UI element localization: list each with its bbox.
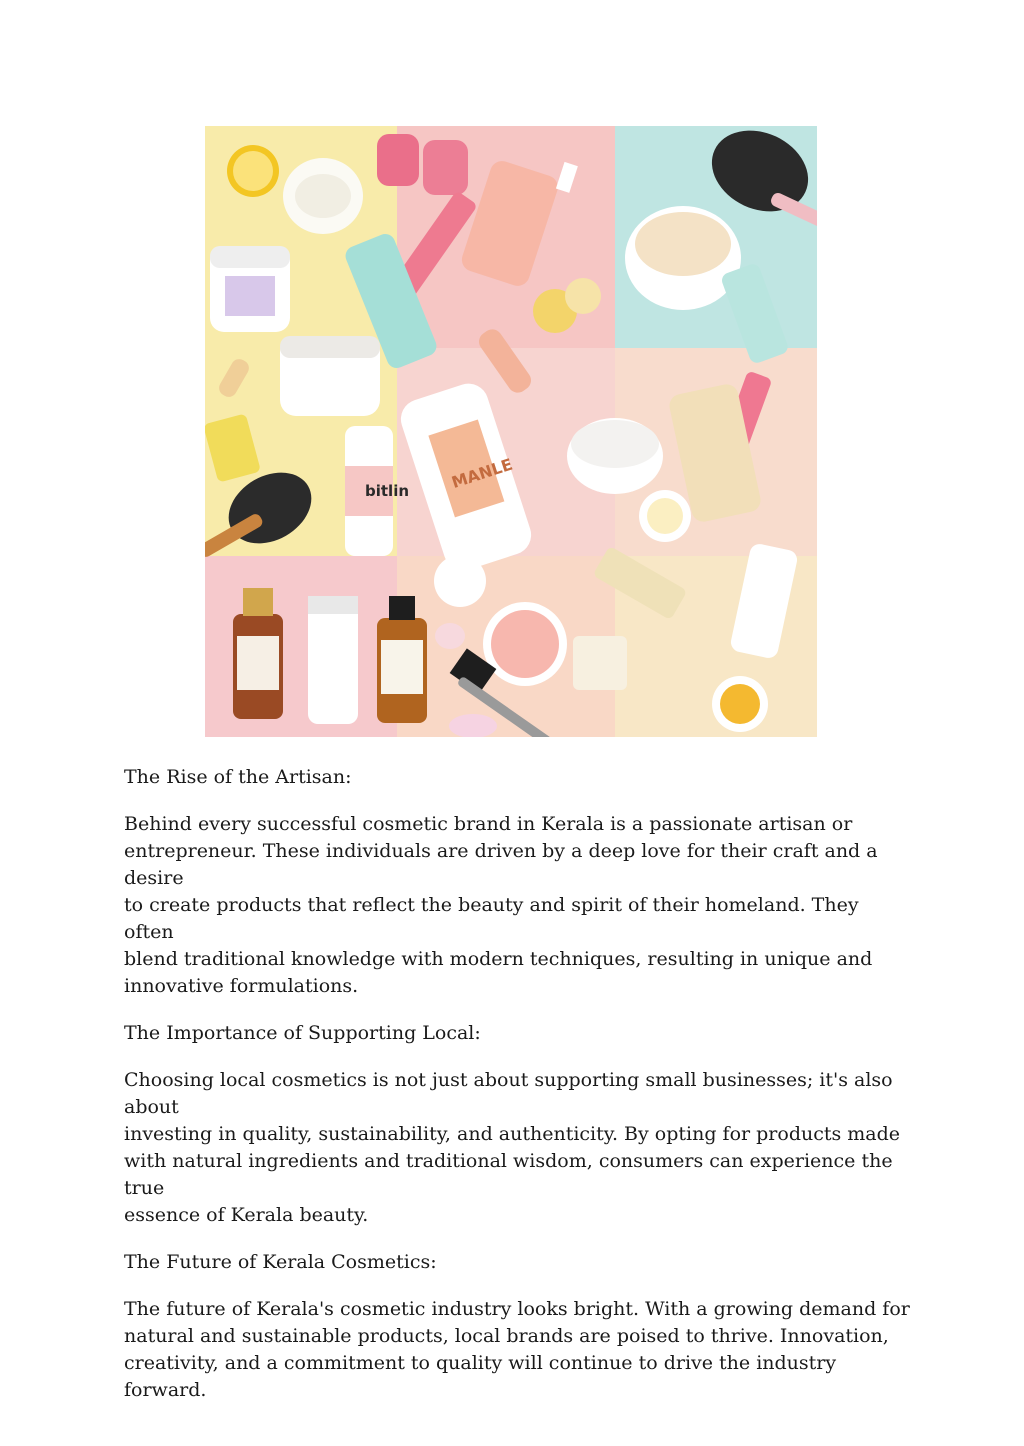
section-heading: The Importance of Supporting Local:: [124, 1022, 481, 1044]
paragraph-line: Choosing local cosmetics is not just about supporting small businesses; it's also about: [124, 1069, 893, 1118]
section-heading: The Rise of the Artisan:: [124, 766, 352, 788]
paragraph-line: investing in quality, sustainability, and authenticity. By opting for products made: [124, 1123, 901, 1145]
paragraph-line: essence of Kerala beauty.: [124, 1204, 369, 1226]
hero-image: [205, 126, 817, 737]
cosmetics-flatlay-illustration: [205, 126, 817, 737]
paragraph-line: entrepreneur. These individuals are driven by a deep love for their craft and a desire: [124, 840, 878, 889]
section-heading: The Future of Kerala Cosmetics:: [124, 1251, 437, 1273]
paragraph-line: with natural ingredients and traditional wisdom, consumers can experience the true: [124, 1150, 893, 1199]
product-label-bitlin: bitlin: [365, 482, 410, 500]
product-label-manle: MANLE: [449, 454, 515, 493]
section-paragraph: [124, 1296, 914, 1404]
paragraph-line: blend traditional knowledge with modern techniques, resulting in unique and: [124, 948, 873, 970]
paragraph-line: innovative formulations.: [124, 975, 359, 997]
paragraph-line: natural and sustainable products, local brands are poised to thrive. Innovation,: [124, 1325, 889, 1347]
paragraph-line: Behind every successful cosmetic brand in Kerala is a passionate artisan or: [124, 813, 853, 835]
article-body: [124, 764, 914, 1424]
section-paragraph: [124, 811, 914, 1000]
paragraph-line: to create products that reflect the beauty and spirit of their homeland. They often: [124, 894, 859, 943]
paragraph-line: The future of Kerala's cosmetic industry looks bright. With a growing demand for: [124, 1298, 910, 1320]
section-paragraph: [124, 1067, 914, 1229]
paragraph-line: creativity, and a commitment to quality will continue to drive the industry forward.: [124, 1352, 837, 1401]
